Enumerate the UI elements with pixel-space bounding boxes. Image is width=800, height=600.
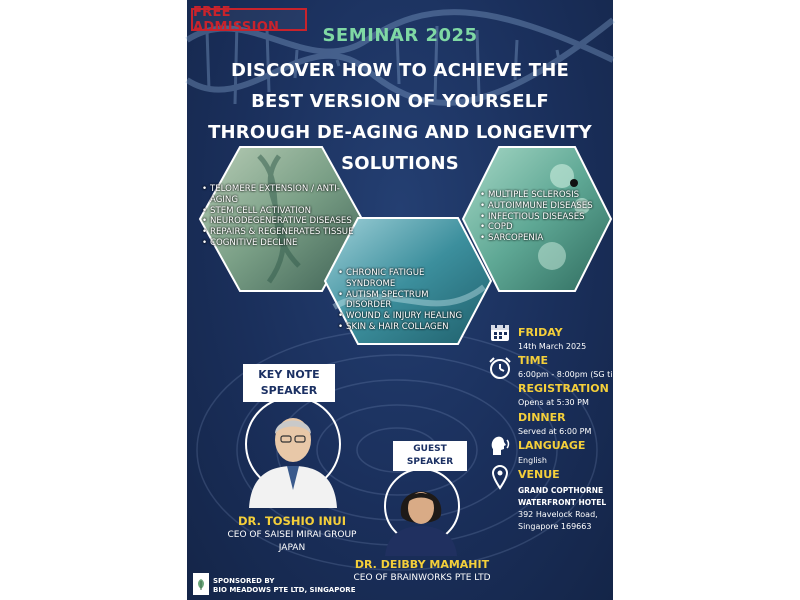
registration-value: Opens at 5:30 PM	[518, 398, 589, 407]
list-item: • MULTIPLE SCLEROSIS	[480, 190, 600, 201]
headline-line: BEST VERSION OF YOURSELF	[251, 91, 549, 112]
sponsor-text	[213, 577, 355, 595]
guest-speaker-label	[393, 441, 467, 471]
list-item: • CHRONIC FATIGUE SYNDROME	[338, 268, 468, 290]
day-title: FRIDAY	[518, 326, 563, 339]
list-item: • INFECTIOUS DISEASES	[480, 212, 600, 223]
event-time	[518, 354, 644, 380]
guest-speaker-photo	[379, 470, 463, 556]
language-value: English	[518, 456, 547, 465]
list-item: • TELOMERE EXTENSION / ANTI-AGING	[202, 184, 354, 206]
list-item: • NEURODEGENERATIVE DISEASES	[202, 216, 354, 227]
alarm-clock-icon	[488, 356, 512, 380]
headline-line: THROUGH DE-AGING AND LONGEVITY	[208, 122, 592, 143]
sponsor-line: BIO MEADOWS PTE LTD, SINGAPORE	[213, 586, 356, 594]
list-item: • REPAIRS & REGENERATES TISSUE	[202, 227, 354, 238]
time-title: TIME	[518, 354, 549, 367]
event-dinner	[518, 411, 644, 437]
venue-line: 392 Havelock Road,	[518, 510, 598, 519]
bio-meadows-logo	[193, 573, 209, 595]
event-venue	[518, 468, 644, 532]
list-item: • COPD	[480, 222, 600, 233]
guest-speaker-role: CEO OF BRAINWORKS PTE LTD	[353, 573, 491, 583]
dinner-value: Served at 6:00 PM	[518, 427, 592, 436]
keynote-speaker-name: DR. TOSHIO INUI	[237, 514, 347, 528]
list-item: • COGNITIVE DECLINE	[202, 238, 354, 249]
free-admission-badge: FREE ADMISSION	[191, 8, 307, 31]
venue-line: GRAND COPTHORNE	[518, 486, 604, 495]
seminar-poster	[187, 0, 629, 600]
keynote-speaker-role: CEO OF SAISEI MIRAI GROUP	[227, 530, 357, 540]
venue-title: VENUE	[518, 468, 560, 481]
topic-list-left	[202, 184, 354, 249]
speaking-head-icon	[490, 435, 510, 457]
registration-title: REGISTRATION	[518, 382, 609, 395]
event-registration	[518, 382, 644, 408]
headline-line: SOLUTIONS	[341, 153, 459, 174]
time-value: 6:00pm - 8:00pm (SG time)	[518, 370, 629, 379]
dinner-title: DINNER	[518, 411, 566, 424]
guest-speaker-name: DR. DEIBBY MAMAHIT	[354, 558, 490, 571]
venue-line: WATERFRONT HOTEL	[518, 498, 607, 507]
sponsor-line: SPONSORED BY	[213, 577, 275, 585]
event-date	[518, 326, 644, 352]
calendar-icon	[489, 321, 511, 343]
list-item: • AUTOIMMUNE DISEASES	[480, 201, 600, 212]
list-item: • SKIN & HAIR COLLAGEN	[338, 322, 468, 333]
guest-label-line: SPEAKER	[406, 457, 454, 467]
date-value: 14th March 2025	[518, 342, 587, 351]
keynote-speaker-photo	[239, 400, 347, 508]
event-language	[518, 439, 644, 466]
list-item: • AUTISM SPECTRUM DISORDER	[338, 290, 468, 312]
list-item: • WOUND & INJURY HEALING	[338, 311, 468, 322]
list-item: • SARCOPENIA	[480, 233, 600, 244]
language-title: LANGUAGE	[518, 439, 586, 452]
venue-line: Singapore 169663	[518, 522, 592, 531]
location-pin-icon	[491, 465, 509, 489]
headline-line: DISCOVER HOW TO ACHIEVE THE	[230, 60, 570, 81]
topic-list-middle	[338, 268, 468, 333]
keynote-label-line: SPEAKER	[260, 384, 318, 397]
keynote-speaker-country: JAPAN	[278, 543, 306, 553]
guest-label-line: GUEST	[413, 444, 447, 454]
seminar-title: SEMINAR 2025	[322, 25, 478, 46]
list-item: • STEM CELL ACTIVATION	[202, 206, 354, 217]
topic-list-right	[480, 190, 600, 244]
keynote-label-line: KEY NOTE	[258, 368, 320, 381]
